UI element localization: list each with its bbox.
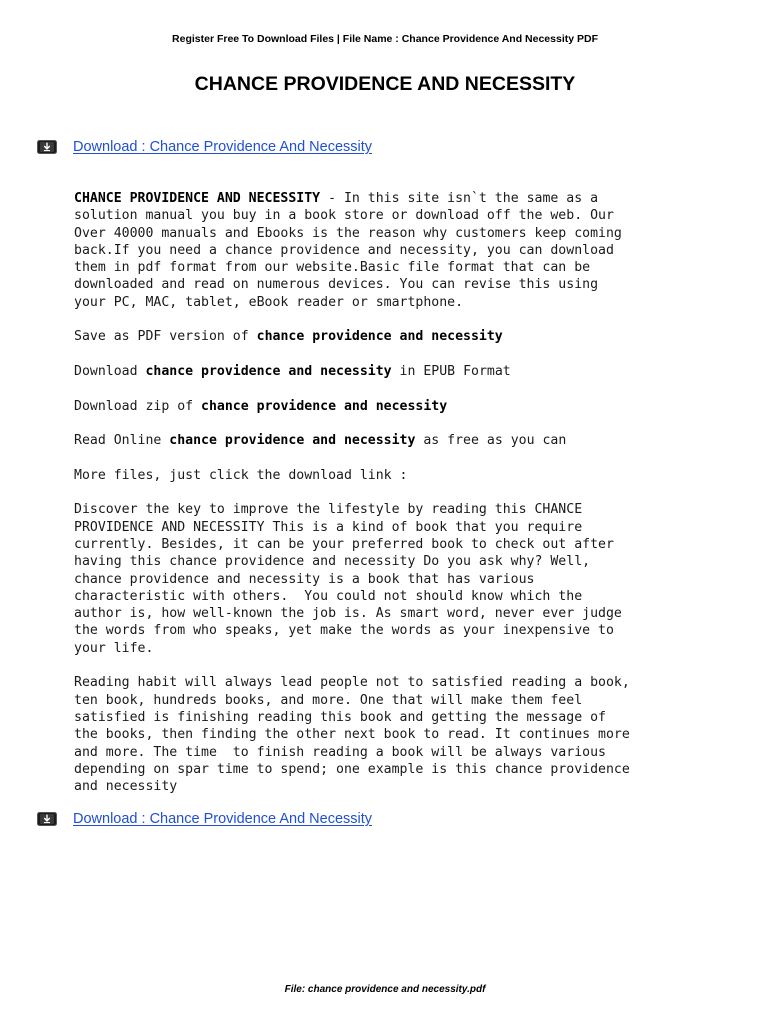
document-body [74,190,734,813]
download-epub-bold: chance providence and necessity [145,363,392,379]
read-online-suffix: as free as you can [415,433,567,449]
save-pdf-bold: chance providence and necessity [256,329,503,345]
intro-text: - In this site isn`t the same as a solution manual you buy in a book store or download off the web. Our Over 40000 manuals and Ebooks is the reason why customers keep coming back.If you need a chance providence and necessity, you can download them in pdf format from our website.Basic file format that can be downloaded and read on numerous devices. You can revise this using your PC, MAC, tablet, eBook reader or smartphone. [74,191,622,310]
download-icon[interactable] [37,812,57,826]
download-link-bottom-row[interactable] [37,809,372,829]
download-zip-bold: chance providence and necessity [201,398,448,414]
download-link-top[interactable]: Download : Chance Providence And Necessity [73,139,373,155]
discover-paragraph: Discover the key to improve the lifestyle by reading this CHANCE PROVIDENCE AND NECESSITY This is a kind of book that you require currently. Besides, it can be your preferred book to check out after having this chance providence and necessity Do you ask why? Well, chance providence and necessity is a book that has various characteristic with others. You could not should know which the author is, how well-known the job is. As smart word, never ever judge the words from who speaks, yet make the words as your inexpensive to your life. [74,502,622,656]
download-zip-prefix: Download zip of [74,398,202,414]
download-icon[interactable] [37,140,57,154]
download-epub-prefix: Download [74,363,146,379]
reading-habit-paragraph: Reading habit will always lead people not to satisfied reading a book, ten book, hundreds books, and more. One that will make them feel satisfied is finishing reading this book and getting the message of the books, then finding the other next book to read. It continues more and more. The time to finish reading a book will be always various depending on spar time to spend; one example is this chance providence and necessity [74,675,630,795]
download-zip-line [74,398,734,415]
read-online-bold: chance providence and necessity [169,433,416,449]
document-title: CHANCE PROVIDENCE AND NECESSITY [194,73,576,95]
read-online-line [74,432,734,449]
download-link-top-row[interactable] [37,137,372,157]
save-pdf-prefix: Save as PDF version of [74,329,257,345]
page-header: Register Free To Download Files | File Name : Chance Providence And Necessity PDF [172,33,598,45]
download-link-bottom[interactable]: Download : Chance Providence And Necessity [73,811,373,827]
intro-bold-lead: CHANCE PROVIDENCE AND NECESSITY [74,191,321,206]
read-online-prefix: Read Online [74,433,170,449]
download-epub-line [74,363,734,380]
more-files-line: More files, just click the download link : [74,467,408,483]
download-epub-suffix: in EPUB Format [391,363,511,379]
save-pdf-line [74,328,734,345]
intro-paragraph [74,190,734,311]
page-footer: File: chance providence and necessity.pdf [284,984,486,995]
